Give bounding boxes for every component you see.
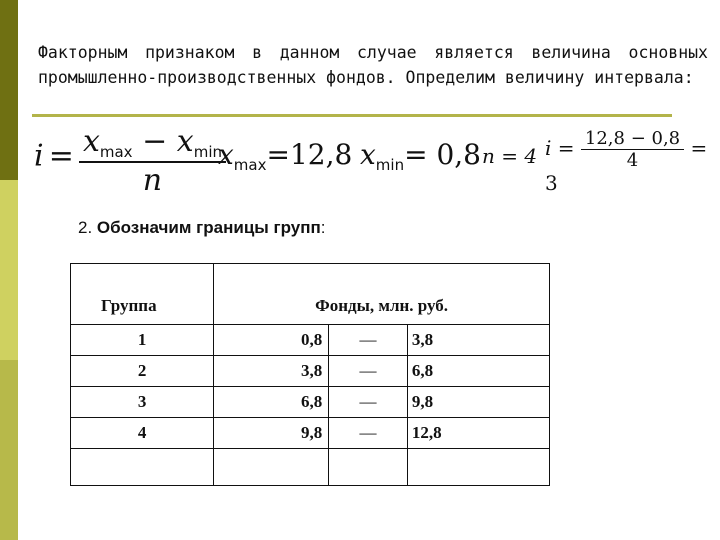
table-row [71, 325, 550, 356]
table-row [71, 387, 550, 418]
calc-eq: = [557, 136, 575, 160]
xmax-sub: max [233, 156, 267, 174]
xmax-formula [218, 138, 352, 174]
interval-formula [34, 124, 226, 198]
formula-minus: − [142, 124, 168, 159]
side-bar-dark-segment [0, 0, 18, 180]
calc-fraction [581, 128, 684, 171]
cell-to: 6,8 [407, 356, 549, 387]
table-row [71, 356, 550, 387]
cell-dash: — [329, 418, 408, 449]
cell-from: 9,8 [214, 418, 329, 449]
cell-empty [71, 449, 214, 486]
heading-number: 2. [78, 218, 93, 237]
cell-to: 12,8 [407, 418, 549, 449]
groups-table [70, 263, 550, 486]
xmin-formula [360, 138, 481, 174]
cell-to: 9,8 [407, 387, 549, 418]
cell-to: 3,8 [407, 325, 549, 356]
calc-formula [545, 128, 720, 195]
xmax-value: =12,8 [266, 138, 353, 171]
header-funds: Фонды, млн. руб. [214, 264, 550, 325]
cell-dash: — [329, 387, 408, 418]
xmin-sub: min [375, 156, 405, 174]
table-empty-row [71, 449, 550, 486]
divider-rule [32, 114, 672, 117]
heading-colon: : [320, 218, 326, 237]
header-group: Группа [71, 264, 214, 325]
section-heading [78, 218, 325, 238]
side-bar-light-segment [0, 180, 18, 360]
formula-numerator [79, 124, 226, 163]
calc-numerator: 12,8 − 0,8 [581, 128, 684, 150]
cell-empty [214, 449, 329, 486]
cell-from: 0,8 [214, 325, 329, 356]
xmin-value: = 0,8 [404, 138, 481, 171]
cell-empty [329, 449, 408, 486]
table-row [71, 418, 550, 449]
cell-dash: — [329, 325, 408, 356]
cell-group: 4 [71, 418, 214, 449]
cell-group: 1 [71, 325, 214, 356]
cell-from: 6,8 [214, 387, 329, 418]
formula-sub-min: min [193, 143, 222, 161]
cell-group: 3 [71, 387, 214, 418]
table-header-row [71, 264, 550, 325]
formula-sub-max: max [99, 143, 133, 161]
cell-empty [407, 449, 549, 486]
formula-fraction [79, 124, 226, 198]
intro-paragraph: Факторным признаком в данном случае является величина основных промышленно-производственных фондов. Определим величину интервала: [38, 43, 708, 87]
xmin-x: x [360, 138, 376, 171]
formula-lhs: i [34, 138, 44, 174]
cell-dash: — [329, 356, 408, 387]
calc-lhs: i [545, 136, 552, 160]
formula-eq: = [48, 138, 74, 174]
xmax-x: x [218, 138, 234, 171]
n-formula: n = 4 [482, 144, 538, 168]
cell-group: 2 [71, 356, 214, 387]
calc-result: = 3 [545, 136, 708, 195]
cell-from: 3,8 [214, 356, 329, 387]
formula-x1: x [82, 124, 100, 159]
formula-x2: x [176, 124, 194, 159]
formula-denominator: n [142, 163, 163, 198]
calc-denominator: 4 [626, 150, 639, 171]
heading-text: Обозначим границы групп [96, 218, 321, 237]
